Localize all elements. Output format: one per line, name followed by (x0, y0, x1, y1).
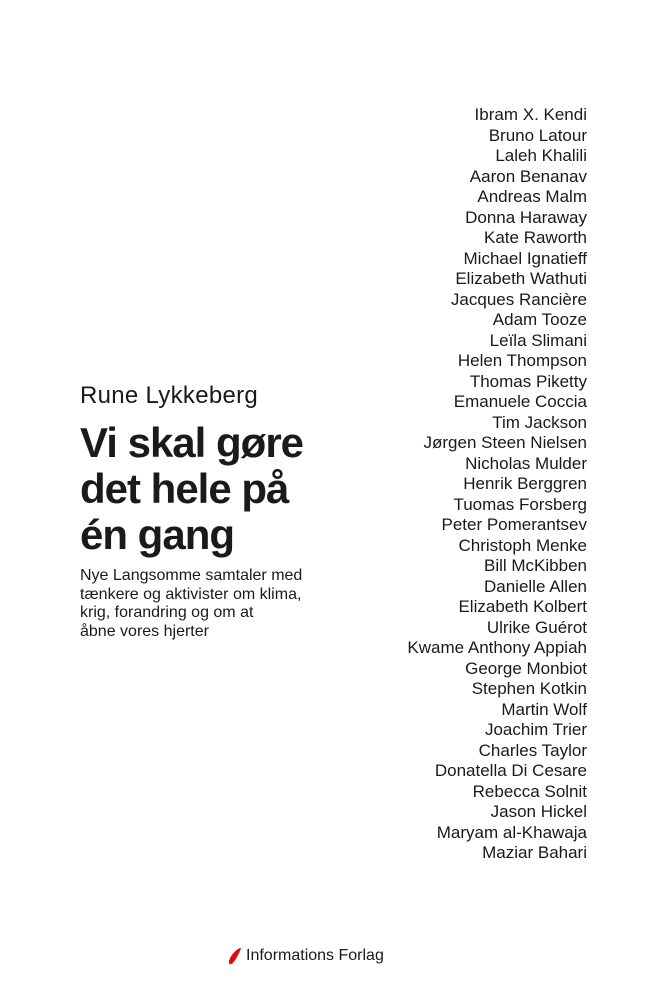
contributor-name: Michael Ignatieff (463, 248, 587, 268)
contributor-name: Danielle Allen (483, 576, 587, 596)
contributor-name: Bill McKibben (484, 556, 587, 575)
contributor-name: Henrik Berggren (463, 474, 587, 493)
title-line: én gang (80, 511, 235, 558)
contributor-name: Charles Taylor (478, 740, 587, 760)
subtitle-line: tænkere og aktivister om klima, (80, 585, 302, 603)
contributor-name: Maziar Bahari (482, 843, 587, 862)
subtitle-line: krig, forandring og om at (80, 604, 254, 621)
contributor-name: Aaron Benanav (469, 166, 587, 186)
contributor-name: Jason Hickel (490, 802, 587, 821)
book-title (80, 420, 303, 558)
contributor-name: Helen Thompson (457, 351, 587, 370)
contributor-name: Elizabeth Wathuti (455, 269, 587, 288)
contributor-name: Donatella Di Cesare (434, 761, 587, 780)
subtitle-line: åbne vores hjerter (80, 622, 209, 640)
contributor-name: Laleh Khalili (495, 146, 587, 165)
contributor-name: Christoph Menke (458, 535, 587, 555)
title-line: det hele på (80, 465, 289, 512)
title-line: Vi skal gøre (80, 419, 304, 466)
publisher-name: Informations Forlag (246, 947, 384, 964)
contributor-name: Nicholas Mulder (465, 453, 587, 473)
contributor-name: Jacques Rancière (450, 289, 587, 309)
contributor-name: Bruno Latour (488, 125, 587, 145)
author-name: Rune Lykkeberg (80, 382, 259, 409)
contributor-list (407, 105, 587, 864)
contributor-name: Donna Haraway (465, 207, 587, 227)
contributor-name: Kwame Anthony Appiah (407, 638, 587, 657)
contributor-name: Andreas Malm (477, 187, 587, 206)
contributor-name: Leïla Slimani (489, 330, 587, 350)
book-subtitle (80, 567, 380, 641)
contributor-name: Peter Pomerantsev (441, 515, 587, 534)
contributor-name: Stephen Kotkin (471, 679, 587, 698)
red-leaf-icon (228, 947, 242, 965)
contributor-name: Tuomas Forsberg (453, 494, 587, 514)
contributor-name: Adam Tooze (492, 310, 587, 329)
contributor-name: Maryam al-Khawaja (436, 822, 587, 842)
contributor-name: Joachim Trier (484, 720, 587, 739)
contributor-name: George Monbiot (465, 658, 587, 678)
contributor-name: Ibram X. Kendi (474, 105, 587, 124)
contributor-name: Rebecca Solnit (472, 781, 587, 801)
contributor-name: Martin Wolf (501, 699, 587, 719)
subtitle-line: Nye Langsomme samtaler med (80, 567, 303, 584)
contributor-name: Thomas Piketty (469, 371, 587, 391)
contributor-name: Ulrike Guérot (486, 617, 587, 637)
contributor-name: Emanuele Coccia (453, 392, 587, 411)
contributor-name: Jørgen Steen Nielsen (423, 433, 587, 452)
contributor-name: Tim Jackson (492, 412, 587, 432)
contributor-name: Kate Raworth (484, 228, 587, 247)
contributor-name: Elizabeth Kolbert (458, 597, 587, 616)
publisher-mark (228, 944, 384, 968)
